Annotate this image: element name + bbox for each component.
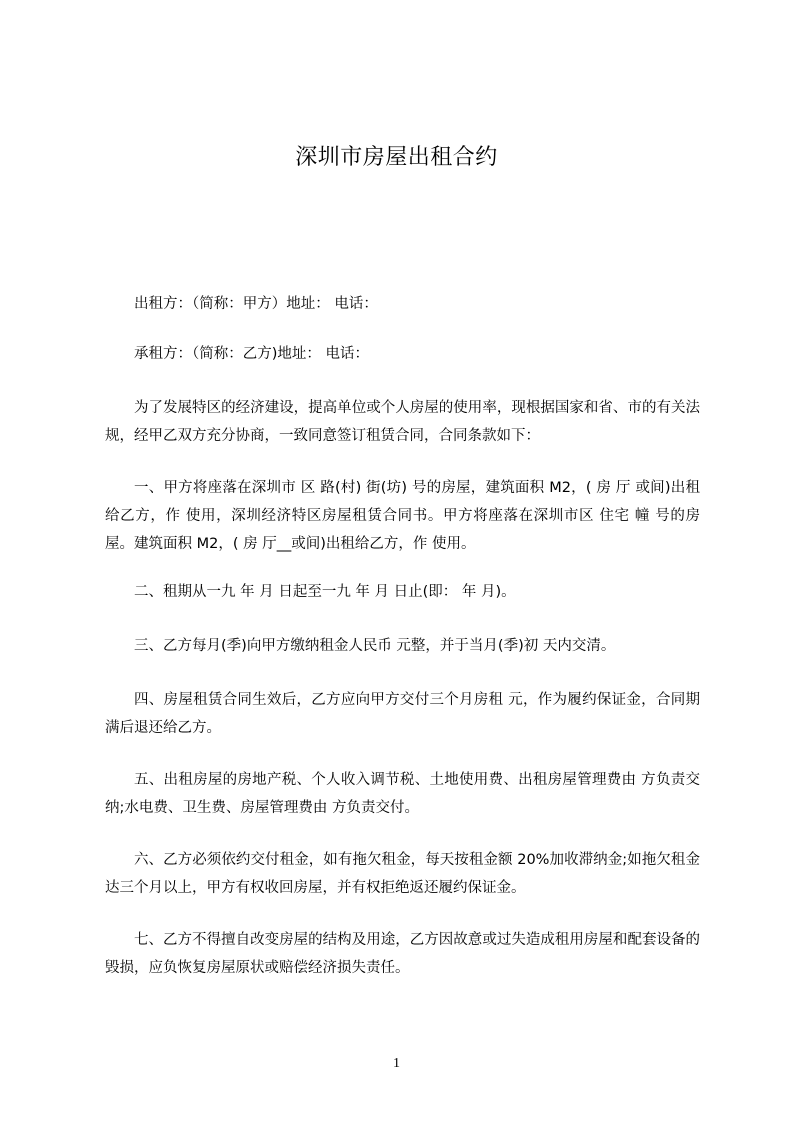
lessor-line: 出租方：（简称：甲方）地址： 电话： <box>134 296 378 312</box>
paragraph-preamble <box>105 394 700 450</box>
document-title: 深圳市房屋出租合约 <box>295 145 498 170</box>
preamble-text: 为了发展特区的经济建设，提高单位或个人房屋的使用率，现根据国家和省、市的有关法规，经甲乙双方充分协商，一致同意签订租赁合同，合同条款如下： <box>105 400 700 444</box>
paragraph-clause-7 <box>105 926 700 982</box>
paragraph-clause-2 <box>105 578 700 606</box>
clause-5-text: 五、出租房屋的房地产税、个人收入调节税、土地使用费、出租房屋管理费由 方负责交纳;水电费、卫生费、房屋管理费由 方负责交付。 <box>105 772 700 816</box>
clause-2-text: 二、租期从一九 年 月 日起至一九 年 月 日止(即： 年 月)。 <box>134 584 516 600</box>
paragraph-lessor <box>105 290 700 318</box>
lessee-line: 承租方：（简称：乙方)地址： 电话： <box>134 346 370 362</box>
clause-7-text: 七、乙方不得擅自改变房屋的结构及用途，乙方因故意或过失造成租用房屋和配套设备的毁损，应负恢复房屋原状或赔偿经济损失责任。 <box>105 932 700 976</box>
page-number: 1 <box>393 1056 400 1071</box>
paragraph-clause-6 <box>105 846 700 902</box>
paragraph-clause-3 <box>105 632 700 660</box>
paragraph-clause-5 <box>105 766 700 822</box>
paragraph-clause-1 <box>105 474 700 558</box>
clause-3-text: 三、乙方每月(季)向甲方缴纳租金人民币 元整，并于当月(季)初 天内交清。 <box>134 638 616 654</box>
clause-4-text: 四、房屋租赁合同生效后，乙方应向甲方交付三个月房租 元，作为履约保证金，合同期满后退还给乙方。 <box>105 692 700 736</box>
paragraph-clause-4 <box>105 686 700 742</box>
clause-6-text: 六、乙方必须依约交付租金，如有拖欠租金，每天按租金额 20%加收滞纳金;如拖欠租金达三个月以上，甲方有权收回房屋，并有权拒绝返还履约保证金。 <box>105 852 700 896</box>
paragraph-lessee <box>105 340 700 368</box>
clause-1-text: 一、甲方将座落在深圳市 区 路(村) 街(坊) 号的房屋，建筑面积 M2，( 房 厅 或间)出租给乙方，作 使用，深圳经济特区房屋租赁合同书。甲方将座落在深圳市区 住宅 幢 号的房屋。建筑面积 M2，( 房 厅__或间)出租给乙方，作 使用。 <box>105 480 700 552</box>
